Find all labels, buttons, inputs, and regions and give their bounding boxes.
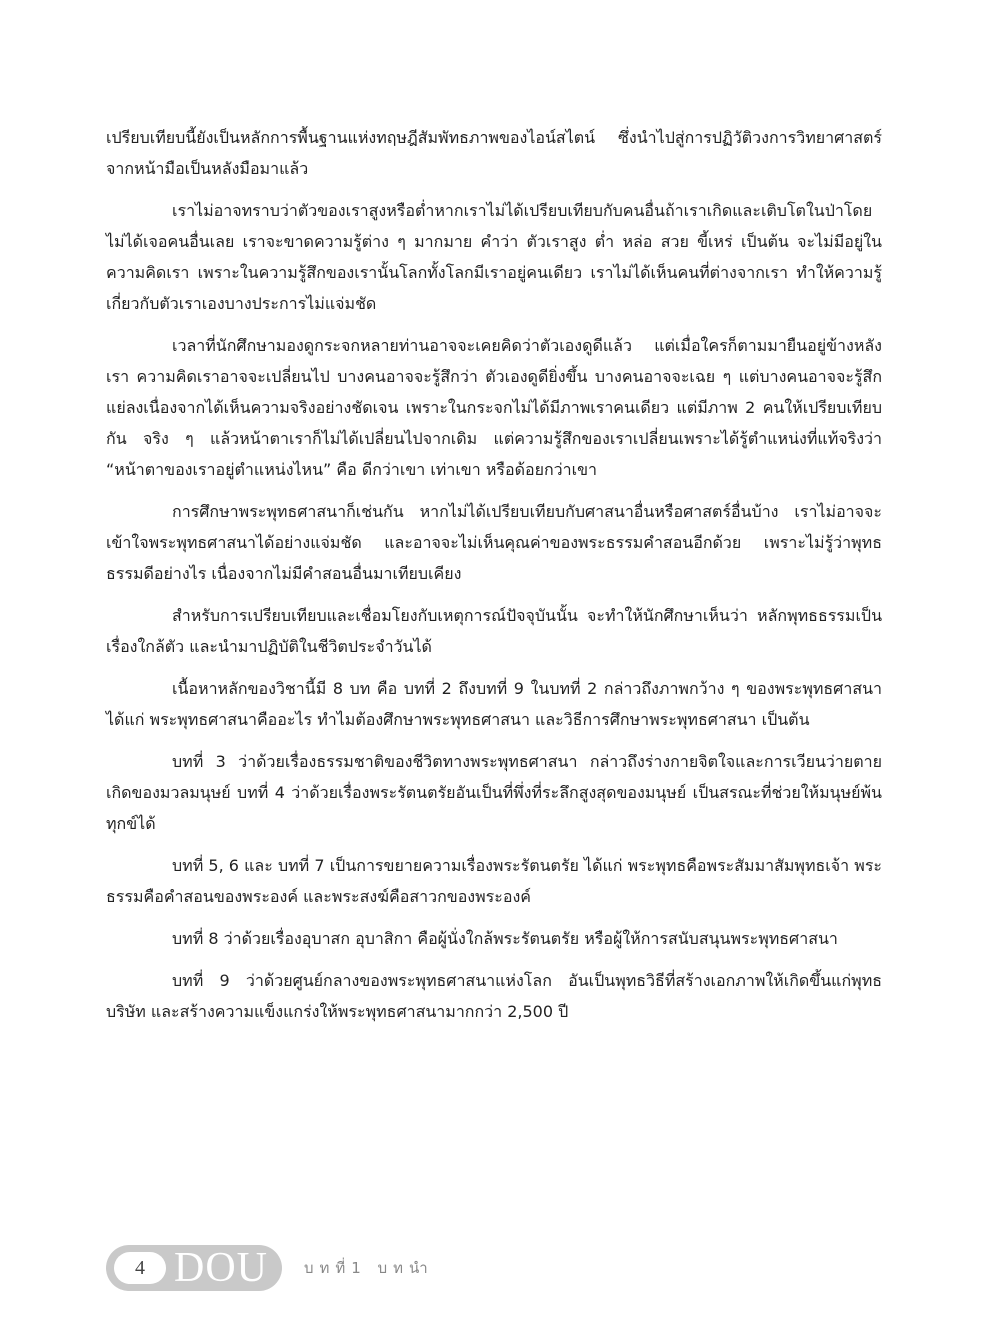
paragraph: เนื้อหาหลักของวิชานี้มี 8 บท คือ บทที่ 2 ถึงบทที่ 9 ในบทที่ 2 กล่าวถึงภาพกว้าง ๆ ของพระพุทธศาสนา ได้แก่ พระพุทธศาสนาคืออะไร ทำไมต้องศึกษาพระพุทธศาสนา และวิธีการศึกษาพระพุทธศาสนา เป็นต้น — [106, 679, 882, 729]
paragraph: การศึกษาพระพุทธศาสนาก็เช่นกัน หากไม่ได้เปรียบเทียบกับศาสนาอื่นหรือศาสตร์อื่นบ้าง เราไม่อาจจะเข้าใจพระพุทธศาสนาได้อย่างแจ่มชัด และอาจจะไม่เห็นคุณค่าของพระธรรมคำสอนอีกด้วย เพราะไม่รู้ว่าพุทธธรรมดีอย่างไร เนื่องจากไม่มีคำสอนอื่นมาเทียบเคียง — [106, 502, 882, 583]
paragraph: บทที่ 8 ว่าด้วยเรื่องอุบาสก อุบาสิกา คือผู้นั่งใกล้พระรัตนตรัย หรือผู้ให้การสนับสนุนพระพุทธศาสนา — [172, 929, 838, 948]
page-number: 4 — [114, 1252, 166, 1284]
paragraph: เปรียบเทียบนี้ยังเป็นหลักการพื้นฐานแห่งทฤษฎีสัมพัทธภาพของไอน์สไตน์ ซึ่งนำไปสู่การปฏิวัติวงการวิทยาศาสตร์จากหน้ามือเป็นหลังมือมาแล้ว — [106, 128, 882, 178]
paragraph: บทที่ 3 ว่าด้วยเรื่องธรรมชาติของชีวิตทางพระพุทธศาสนา กล่าวถึงร่างกายจิตใจและการเวียนว่ายตายเกิดของมวลมนุษย์ บทที่ 4 ว่าด้วยเรื่องพระรัตนตรัยอันเป็นที่พึ่งที่ระลึกสูงสุดของมนุษย์ เป็นสรณะที่ช่วยให้มนุษย์พ้นทุกข์ได้ — [106, 752, 882, 833]
chapter-title: บทที่1 บทนำ — [304, 1259, 434, 1277]
brand-logo: DOU — [174, 1245, 268, 1291]
footer-badge — [106, 1245, 282, 1291]
paragraph: เวลาที่นักศึกษามองดูกระจกหลายท่านอาจจะเคยคิดว่าตัวเองดูดีแล้ว แต่เมื่อใครก็ตามมายืนอยู่ข้างหลังเรา ความคิดเราอาจจะเปลี่ยนไป บางคนอาจจะรู้สึกว่า ตัวเองดูดียิ่งขึ้น บางคนอาจจะเฉย ๆ แต่บางคนอาจจะรู้สึกแย่ลงเนื่องจากได้เห็นความจริงอย่างชัดเจน เพราะในกระจกไม่ได้มีภาพเราคนเดียว แต่มีภาพ 2 คนให้เปรียบเทียบกัน จริง ๆ แล้วหน้าตาเราก็ไม่ได้เปลี่ยนไปจากเดิม แต่ความรู้สึกของเราเปลี่ยนเพราะได้รู้ตำแหน่งที่แท้จริงว่า “หน้าตาของเราอยู่ตำแหน่งไหน” คือ ดีกว่าเขา เท่าเขา หรือด้อยกว่าเขา — [106, 336, 882, 479]
page-footer — [106, 1245, 434, 1291]
paragraph: บทที่ 9 ว่าด้วยศูนย์กลางของพระพุทธศาสนาแห่งโลก อันเป็นพุทธวิธีที่สร้างเอกภาพให้เกิดขึ้นแก่พุทธบริษัท และสร้างความแข็งแกร่งให้พระพุทธศาสนามากกว่า 2,500 ปี — [106, 971, 882, 1021]
paragraph: เราไม่อาจทราบว่าตัวของเราสูงหรือต่ำหากเราไม่ได้เปรียบเทียบกับคนอื่นถ้าเราเกิดและเติบโตในป่าโดยไม่ได้เจอคนอื่นเลย เราจะขาดความรู้ต่าง ๆ มากมาย คำว่า ตัวเราสูง ต่ำ หล่อ สวย ขี้เหร่ เป็นต้น จะไม่มีอยู่ในความคิดเรา เพราะในความรู้สึกของเรานั้นโลกทั้งโลกมีเราอยู่คนเดียว เราไม่ได้เห็นคนที่ต่างจากเรา ทำให้ความรู้เกี่ยวกับตัวเราเองบางประการไม่แจ่มชัด — [106, 201, 882, 313]
paragraph: สำหรับการเปรียบเทียบและเชื่อมโยงกับเหตุการณ์ปัจจุบันนั้น จะทำให้นักศึกษาเห็นว่า หลักพุทธธรรมเป็นเรื่องใกล้ตัว และนำมาปฏิบัติในชีวิตประจำวันได้ — [106, 606, 882, 656]
paragraph: บทที่ 5, 6 และ บทที่ 7 เป็นการขยายความเรื่องพระรัตนตรัย ได้แก่ พระพุทธคือพระสัมมาสัมพุทธเจ้า พระธรรมคือคำสอนของพระองค์ และพระสงฆ์คือสาวกของพระองค์ — [106, 856, 882, 906]
body-text — [106, 122, 882, 1038]
